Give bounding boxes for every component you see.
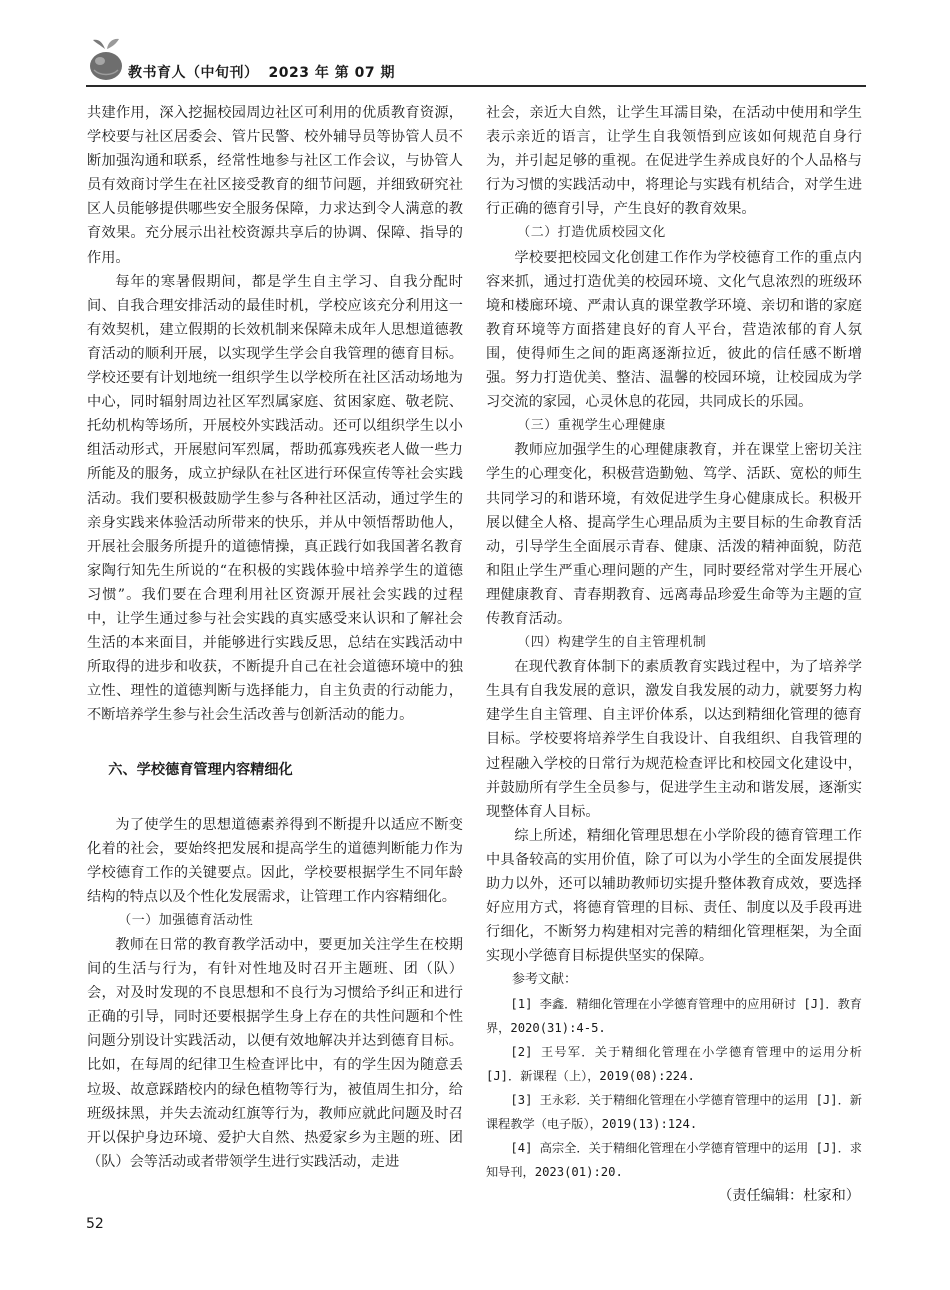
right-column xyxy=(486,101,862,1209)
paragraph: 每年的寒暑假期间，都是学生自主学习、自我分配时间、自我合理安排活动的最佳时机，学校应该充分利用这一有效契机，建立假期的长效机制来保障未成年人思想道德教育活动的顺利开展，以实现学生学会自我管理的德育目标。学校还要有计划地统一组织学生以学校所在社区活动场地为中心，同时辐射周边社区军烈属家庭、贫困家庭、敬老院、托幼机构等场所，开展校外实践活动。还可以组织学生以小组活动形式，开展慰问军烈属，帮助孤寡残疾老人做一些力所能及的服务，成立护绿队在社区进行环保宣传等社会实践活动。我们要积极鼓励学生参与各种社区活动，通过学生的亲身实践来体验活动所带来的快乐，并从中领悟帮助他人，开展社会服务所提升的道德情操，真正践行如我国著名教育家陶行知先生所说的“在积极的实践体验中培养学生的道德习惯”。我们要在合理利用社区资源开展社会实践的过程中，让学生通过参与社会实践的真实感受来认识和了解社会生活的本来面目，并能够进行实践反思，总结在实践活动中所取得的进步和收获，不断提升自己在社会道德环境中的独立性、理性的道德判断与选择能力，自主负责的行动能力，不断培养学生参与社会生活改善与创新活动的能力。 xyxy=(87,273,463,724)
paragraph: 综上所述，精细化管理思想在小学阶段的德育管理工作中具备较高的实用价值，除了可以为小学生的全面发展提供助力以外，还可以辅助教师切实提升整体教育成效，要选择好应用方式，将德育管理的目标、责任、制度以及手段再进行细化，不断努力构建相对完善的精细化管理框架，为全面实现小学德育目标提供坚实的保障。 xyxy=(486,827,862,965)
reference-item: [3] 王永彩．关于精细化管理在小学德育管理中的运用 [J]．新课程教学（电子版），2019(13):124. xyxy=(486,1093,862,1132)
journal-issue: 2023 年 第 07 期 xyxy=(268,65,395,81)
section-heading: 六、学校德育管理内容精细化 xyxy=(108,762,293,779)
subsection-heading: （四）构建学生的自主管理机制 xyxy=(517,635,707,651)
references-heading: 参考文献： xyxy=(512,972,578,988)
paragraph: 教师应加强学生的心理健康教育，并在课堂上密切关注学生的心理变化，积极营造勤勉、笃学、活跃、宽松的师生共同学习的和谐环境，有效促进学生身心健康成长。积极开展以健全人格、提高学生心理品质为主要目标的生命教育活动，引导学生全面展示青春、健康、活泼的精神面貌，防范和阻止学生严重心理问题的产生，同时要经常对学生开展心理健康教育、青春期教育、远离毒品珍爱生命等为主题的宣传教育活动。 xyxy=(486,442,862,627)
left-column xyxy=(87,101,463,1174)
page-header xyxy=(86,36,886,88)
reference-item: [4] 高宗全．关于精细化管理在小学德育管理中的运用 [J]．求知导刊，2023(01):20. xyxy=(486,1141,862,1180)
paragraph: 社会，亲近大自然，让学生耳濡目染，在活动中使用和学生表示亲近的语言，让学生自我领悟到应该如何规范自身行为，并引起足够的重视。在促进学生养成良好的个人品格与行为习惯的实践活动中，将理论与实践有机结合，对学生进行正确的德育引导，产生良好的教育效果。 xyxy=(486,105,862,218)
paragraph: 在现代教育体制下的素质教育实践过程中，为了培养学生具有自我发展的意识，激发自我发展的动力，就要努力构建学生自主管理、自主评价体系，以达到精细化管理的德育目标。学校要将培养学生自我设计、自我组织、自我管理的过程融入学校的日常行为规范检查评比和校园文化建设中，并鼓励所有学生全员参与，促进学生主动和谐发展，逐渐实现整体育人目标。 xyxy=(486,659,862,820)
subsection-heading: （一）加强德育活动性 xyxy=(118,912,254,928)
journal-name: 教书育人（中旬刊） xyxy=(128,65,259,81)
paragraph: 教师在日常的教育教学活动中，要更加关注学生在校期间的生活与行为，有针对性地及时召开主题班、团（队）会，对及时发现的不良思想和不良行为习惯给予纠正和进行正确的引导，同时还要根据学生身上存在的共性问题和个性问题分别设计实践活动，以便有效地解决并达到德育目标。比如，在每周的纪律卫生检查评比中，有的学生因为随意丢垃圾、故意踩踏校内的绿色植物等行为，被值周生扣分，给班级抹黑，并失去流动红旗等行为，教师应就此问题及时召开以保护身边环境、爱护大自然、热爱家乡为主题的班、团（队）会等活动或者带领学生进行实践活动，走进 xyxy=(87,937,463,1170)
reference-item: [1] 李鑫．精细化管理在小学德育管理中的应用研讨 [J]．教育界，2020(31):4-5. xyxy=(486,997,862,1036)
paragraph: 学校要把校园文化创建工作作为学校德育工作的重点内容来抓，通过打造优美的校园环境、文化气息浓烈的班级环境和楼廊环境、严肃认真的课堂教学环境、亲切和谐的家庭教育环境等方面搭建良好的育人平台，营造浓郁的育人氛围，使得师生之间的距离逐渐拉近，彼此的信任感不断增强。努力打造优美、整洁、温馨的校园环境，让校园成为学习交流的家园，心灵休息的花园，共同成长的乐园。 xyxy=(486,249,862,411)
reference-item: [2] 王号军．关于精细化管理在小学德育管理中的运用分析 [J]．新课程（上），2019(08):224. xyxy=(486,1045,862,1084)
apple-logo-icon xyxy=(86,36,126,82)
journal-title xyxy=(128,62,395,82)
paragraph: 为了使学生的思想道德素养得到不断提升以适应不断变化着的社会，要始终把发展和提高学生的道德判断能力作为学校德育工作的关键要点。因此，学校要根据学生不同年龄结构的特点以及个性化发展需求，让管理工作内容精细化。 xyxy=(87,816,463,905)
responsible-editor: （责任编辑：杜家和） xyxy=(718,1188,860,1205)
page-number: 52 xyxy=(86,1216,104,1232)
header-rule xyxy=(86,85,866,87)
subsection-heading: （二）打造优质校园文化 xyxy=(517,225,666,241)
paragraph: 共建作用，深入挖掘校园周边社区可利用的优质教育资源，学校要与社区居委会、管片民警、校外辅导员等协管人员不断加强沟通和联系，经常性地参与社区工作会议，与协管人员有效商讨学生在社区接受教育的细节问题，并细致研究社区人员能够提供哪些安全服务保障，力求达到令人满意的教育效果。充分展示出社校资源共享后的协调、保障、指导的作用。 xyxy=(87,105,463,266)
subsection-heading: （三）重视学生心理健康 xyxy=(517,418,666,434)
